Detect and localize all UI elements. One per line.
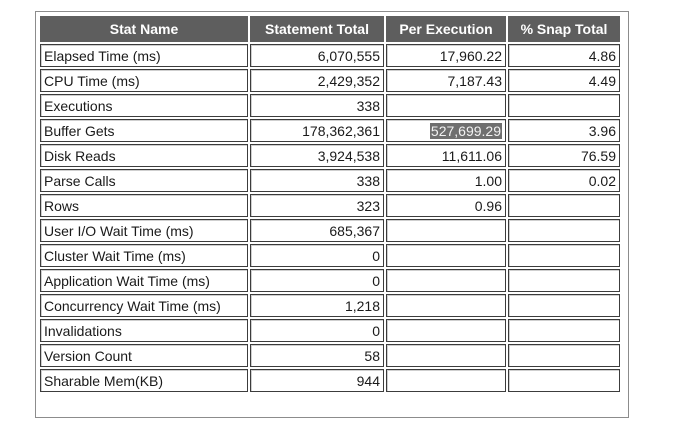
table-row [40, 119, 620, 142]
stat-name-cell: Executions [40, 94, 248, 117]
table-row [40, 269, 620, 292]
snap-total-cell: 76.59 [508, 144, 620, 167]
per-execution-cell [386, 244, 506, 267]
sql-stats-table [38, 14, 622, 394]
table-row [40, 294, 620, 317]
snap-total-cell [508, 219, 620, 242]
per-execution-cell [386, 369, 506, 392]
snap-total-cell [508, 94, 620, 117]
stat-name-cell: Version Count [40, 344, 248, 367]
table-row [40, 144, 620, 167]
table-row [40, 219, 620, 242]
per-execution-cell: 1.00 [386, 169, 506, 192]
header-row [40, 16, 620, 42]
stat-name-cell: Application Wait Time (ms) [40, 269, 248, 292]
stat-name-cell: Sharable Mem(KB) [40, 369, 248, 392]
statement-total-cell: 944 [250, 369, 384, 392]
snap-total-cell [508, 344, 620, 367]
table-row [40, 319, 620, 342]
table-row [40, 194, 620, 217]
statement-total-cell: 338 [250, 94, 384, 117]
selected-text[interactable]: 527,699.29 [430, 122, 501, 139]
per-execution-cell [386, 294, 506, 317]
snap-total-cell [508, 294, 620, 317]
per-execution-cell: 0.96 [386, 194, 506, 217]
table-row [40, 69, 620, 92]
statement-total-cell: 323 [250, 194, 384, 217]
header-snap-total: % Snap Total [508, 16, 620, 42]
stat-name-cell: Invalidations [40, 319, 248, 342]
per-execution-cell [386, 119, 506, 142]
stat-name-cell: Buffer Gets [40, 119, 248, 142]
stat-name-cell: Elapsed Time (ms) [40, 44, 248, 67]
per-execution-cell: 11,611.06 [386, 144, 506, 167]
statement-total-cell: 0 [250, 319, 384, 342]
per-execution-cell [386, 269, 506, 292]
statement-total-cell: 338 [250, 169, 384, 192]
snap-total-cell [508, 319, 620, 342]
statement-total-cell: 685,367 [250, 219, 384, 242]
stat-name-cell: Parse Calls [40, 169, 248, 192]
per-execution-cell: 7,187.43 [386, 69, 506, 92]
stat-name-cell: Rows [40, 194, 248, 217]
table-row [40, 244, 620, 267]
stat-name-cell: Cluster Wait Time (ms) [40, 244, 248, 267]
snap-total-cell [508, 194, 620, 217]
table-row [40, 44, 620, 67]
statement-total-cell: 6,070,555 [250, 44, 384, 67]
per-execution-cell [386, 219, 506, 242]
table-row [40, 94, 620, 117]
snap-total-cell: 4.86 [508, 44, 620, 67]
per-execution-cell: 17,960.22 [386, 44, 506, 67]
snap-total-cell: 0.02 [508, 169, 620, 192]
per-execution-cell [386, 94, 506, 117]
table-row [40, 344, 620, 367]
snap-total-cell: 4.49 [508, 69, 620, 92]
per-execution-cell [386, 319, 506, 342]
snap-total-cell [508, 369, 620, 392]
header-stat-name: Stat Name [40, 16, 248, 42]
snap-total-cell: 3.96 [508, 119, 620, 142]
statement-total-cell: 1,218 [250, 294, 384, 317]
snap-total-cell [508, 244, 620, 267]
statement-total-cell: 3,924,538 [250, 144, 384, 167]
table-row [40, 369, 620, 392]
stat-name-cell: User I/O Wait Time (ms) [40, 219, 248, 242]
header-per-execution: Per Execution [386, 16, 506, 42]
per-execution-cell [386, 344, 506, 367]
statement-total-cell: 0 [250, 269, 384, 292]
statement-total-cell: 178,362,361 [250, 119, 384, 142]
snap-total-cell [508, 269, 620, 292]
stat-name-cell: CPU Time (ms) [40, 69, 248, 92]
stat-name-cell: Disk Reads [40, 144, 248, 167]
header-statement-total: Statement Total [250, 16, 384, 42]
stat-name-cell: Concurrency Wait Time (ms) [40, 294, 248, 317]
table-row [40, 169, 620, 192]
statement-total-cell: 0 [250, 244, 384, 267]
stats-table-container [35, 11, 629, 418]
statement-total-cell: 2,429,352 [250, 69, 384, 92]
statement-total-cell: 58 [250, 344, 384, 367]
